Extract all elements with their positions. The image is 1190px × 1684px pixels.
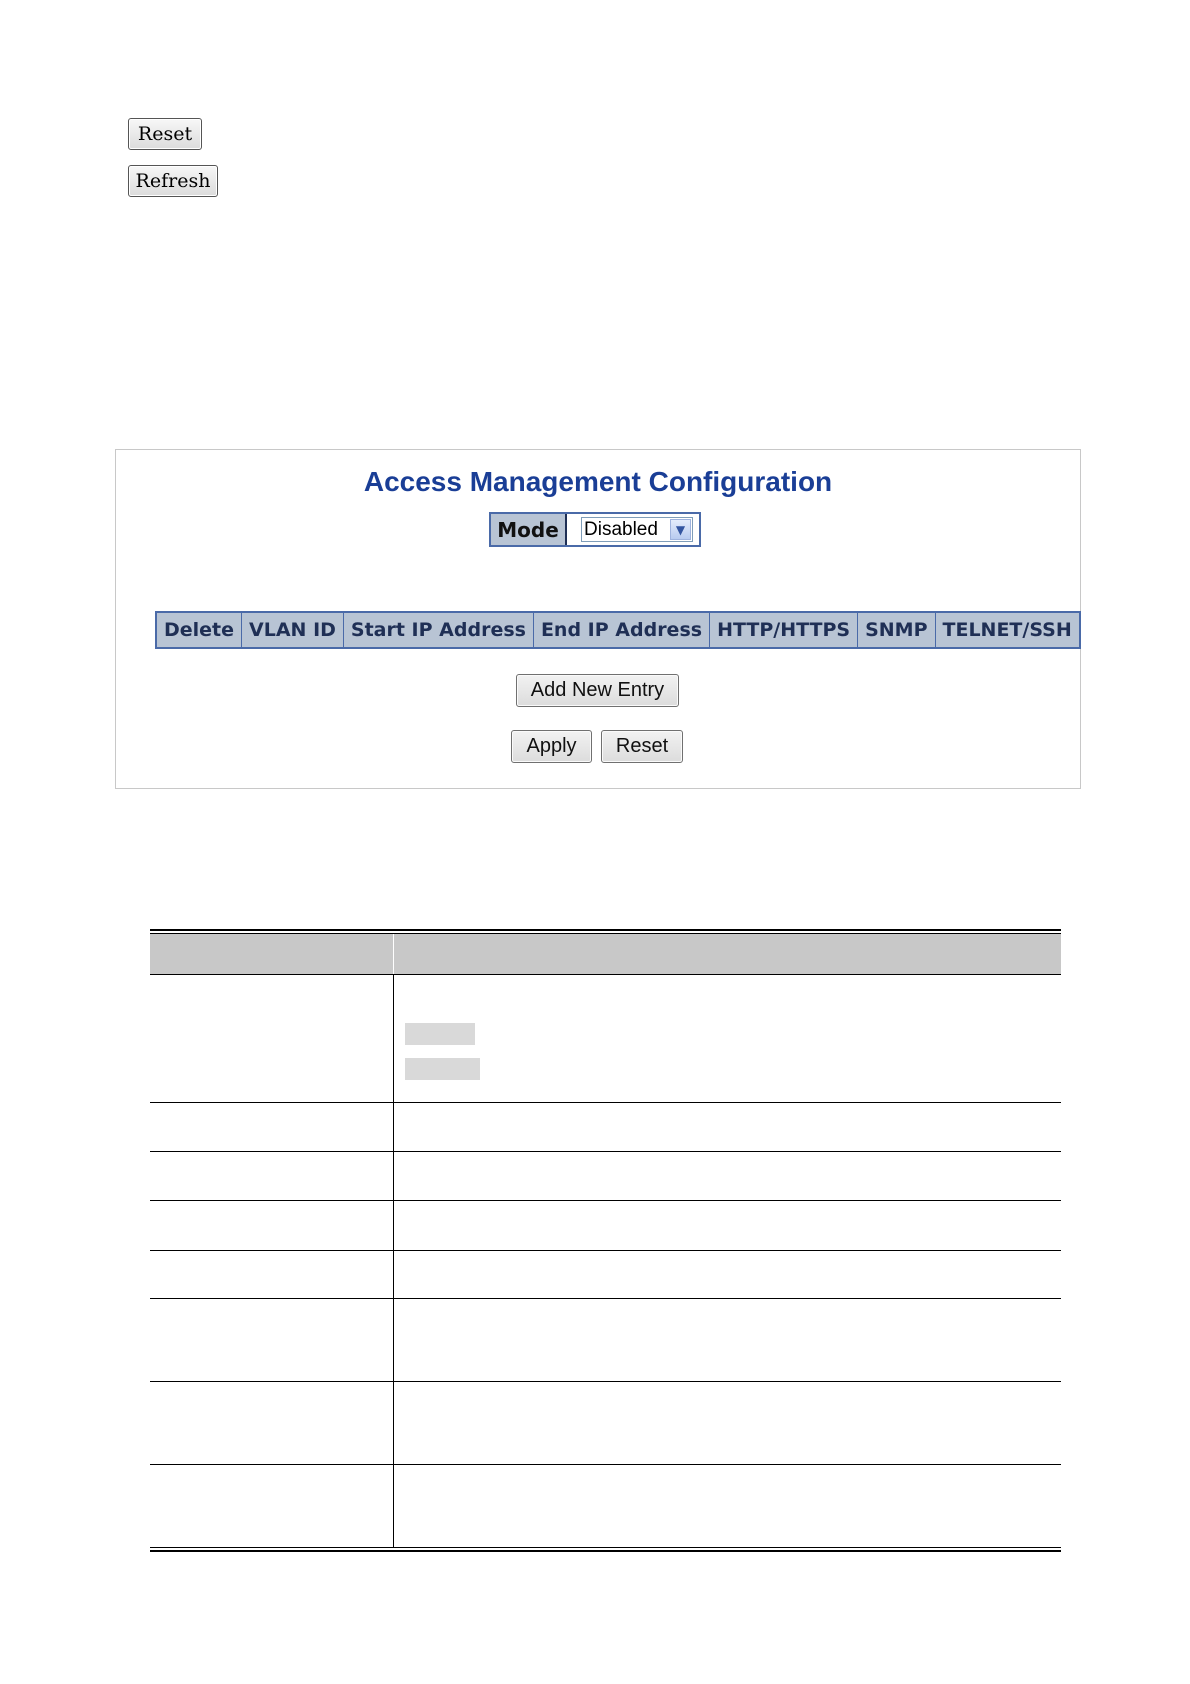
apply-button[interactable]: Apply xyxy=(511,730,592,763)
description-table xyxy=(150,929,1061,1552)
table-row xyxy=(150,1298,1061,1381)
refresh-button[interactable]: Refresh xyxy=(128,165,218,197)
table-bottom-rule xyxy=(150,1550,1061,1552)
mode-select[interactable] xyxy=(581,517,693,542)
highlight-mark xyxy=(405,1023,475,1045)
column-header-start-ip: Start IP Address xyxy=(344,613,534,647)
table-row xyxy=(150,1200,1061,1250)
column-header-vlan-id: VLAN ID xyxy=(242,613,344,647)
reset-form-button[interactable]: Reset xyxy=(601,730,683,763)
add-new-entry-button[interactable]: Add New Entry xyxy=(516,674,679,707)
column-header-telnet-ssh: TELNET/SSH xyxy=(942,619,1072,641)
header-cell-object xyxy=(150,934,394,974)
chevron-down-icon[interactable]: ▼ xyxy=(670,519,691,540)
column-header-http-https: HTTP/HTTPS xyxy=(710,613,858,647)
mode-select-value: Disabled xyxy=(584,518,658,540)
mode-label: Mode xyxy=(491,514,567,545)
access-management-panel xyxy=(115,449,1081,789)
table-row xyxy=(150,974,1061,1102)
table-top-rule xyxy=(150,929,1061,931)
table-row xyxy=(150,1464,1061,1547)
reset-button[interactable]: Reset xyxy=(128,118,202,150)
column-header-end-ip: End IP Address xyxy=(534,613,710,647)
table-bottom-rule xyxy=(150,1547,1061,1548)
table-row xyxy=(150,1102,1061,1151)
table-row xyxy=(150,1250,1061,1298)
description-table-header xyxy=(150,933,1061,974)
table-row xyxy=(150,1381,1061,1464)
page-title: Access Management Configuration xyxy=(363,466,833,497)
mode-setting xyxy=(489,512,701,547)
column-header-snmp: SNMP xyxy=(858,613,935,647)
column-header-delete: Delete xyxy=(157,613,242,647)
table-row xyxy=(150,1151,1061,1200)
access-entries-table xyxy=(155,611,1081,649)
highlight-mark xyxy=(405,1058,480,1080)
